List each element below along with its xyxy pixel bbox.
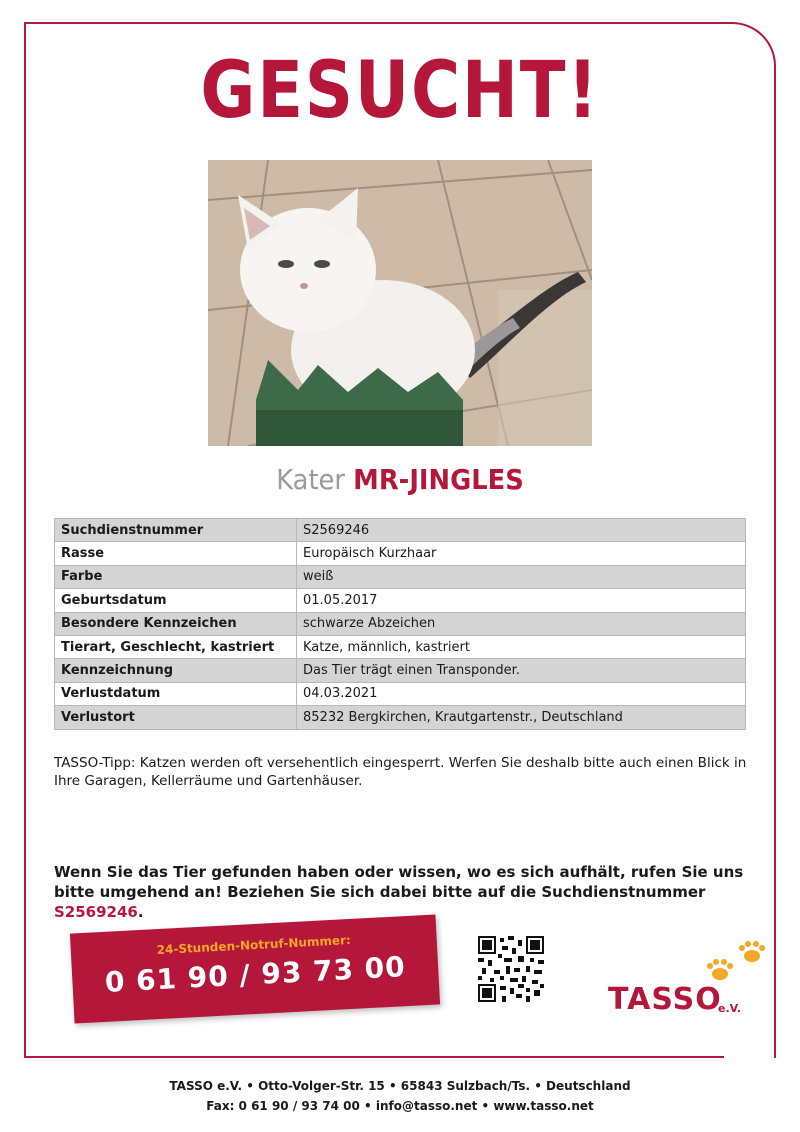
table-row <box>55 659 746 682</box>
callout-search-number: S2569246 <box>54 903 138 921</box>
row-value: S2569246 <box>297 519 746 542</box>
row-value: weiß <box>297 565 746 588</box>
table-row <box>55 682 746 705</box>
row-value: 85232 Bergkirchen, Krautgartenstr., Deutschland <box>297 706 746 729</box>
poster-frame-bottom <box>24 1056 724 1058</box>
table-row <box>55 542 746 565</box>
row-label: Geburtsdatum <box>55 589 297 612</box>
row-value: 04.03.2021 <box>297 682 746 705</box>
cat-photo <box>208 160 592 446</box>
row-label: Tierart, Geschlecht, kastriert <box>55 635 297 658</box>
table-row <box>55 519 746 542</box>
qr-code-icon[interactable] <box>478 936 544 1002</box>
row-label: Verlustdatum <box>55 682 297 705</box>
row-label: Kennzeichnung <box>55 659 297 682</box>
row-value: Das Tier trägt einen Transponder. <box>297 659 746 682</box>
callout-text: Wenn Sie das Tier gefunden haben oder wissen, wo es sich aufhält, rufen Sie uns bitte umgehend an! Beziehen Sie sich dabei bitte auf die Suchdienstnummer <box>54 863 744 901</box>
details-table <box>54 518 746 730</box>
row-label: Besondere Kennzeichen <box>55 612 297 635</box>
row-label: Farbe <box>55 565 297 588</box>
logo-wordmark: TASSO <box>608 982 722 1017</box>
poster-title: GESUCHT! <box>200 46 600 136</box>
row-value: Katze, männlich, kastriert <box>297 635 746 658</box>
table-row <box>55 635 746 658</box>
row-value: schwarze Abzeichen <box>297 612 746 635</box>
row-value: Europäisch Kurzhaar <box>297 542 746 565</box>
table-row <box>55 706 746 729</box>
footer-line-address: TASSO e.V. • Otto-Volger-Str. 15 • 65843 Sulzbach/Ts. • Deutschland <box>169 1079 631 1093</box>
logo-suffix: e.V. <box>718 1002 741 1015</box>
animal-call-name: MR-JINGLES <box>353 463 524 496</box>
tasso-tip: TASSO-Tipp: Katzen werden oft versehentlich eingesperrt. Werfen Sie deshalb bitte auch einen Blick in Ihre Garagen, Kellerräume und Gartenhäuser. <box>54 755 747 789</box>
footer-line-contact: Fax: 0 61 90 / 93 74 00 • info@tasso.net • www.tasso.net <box>206 1099 594 1113</box>
row-label: Rasse <box>55 542 297 565</box>
table-row <box>55 612 746 635</box>
contact-callout <box>54 862 754 922</box>
animal-kind: Kater <box>276 463 345 496</box>
animal-name <box>32 463 768 496</box>
callout-period: . <box>137 903 144 921</box>
row-value: 01.05.2017 <box>297 589 746 612</box>
tasso-logo <box>606 934 776 1024</box>
table-row <box>55 589 746 612</box>
table-row <box>55 565 746 588</box>
row-label: Suchdienstnummer <box>55 519 297 542</box>
hotline-phone[interactable]: 0 61 90 / 93 73 00 <box>104 950 407 999</box>
hotline-label: 24-Stunden-Notruf-Nummer: <box>156 932 352 958</box>
hotline-banner <box>70 914 440 1023</box>
footer-address <box>0 1076 800 1116</box>
row-label: Verlustort <box>55 706 297 729</box>
